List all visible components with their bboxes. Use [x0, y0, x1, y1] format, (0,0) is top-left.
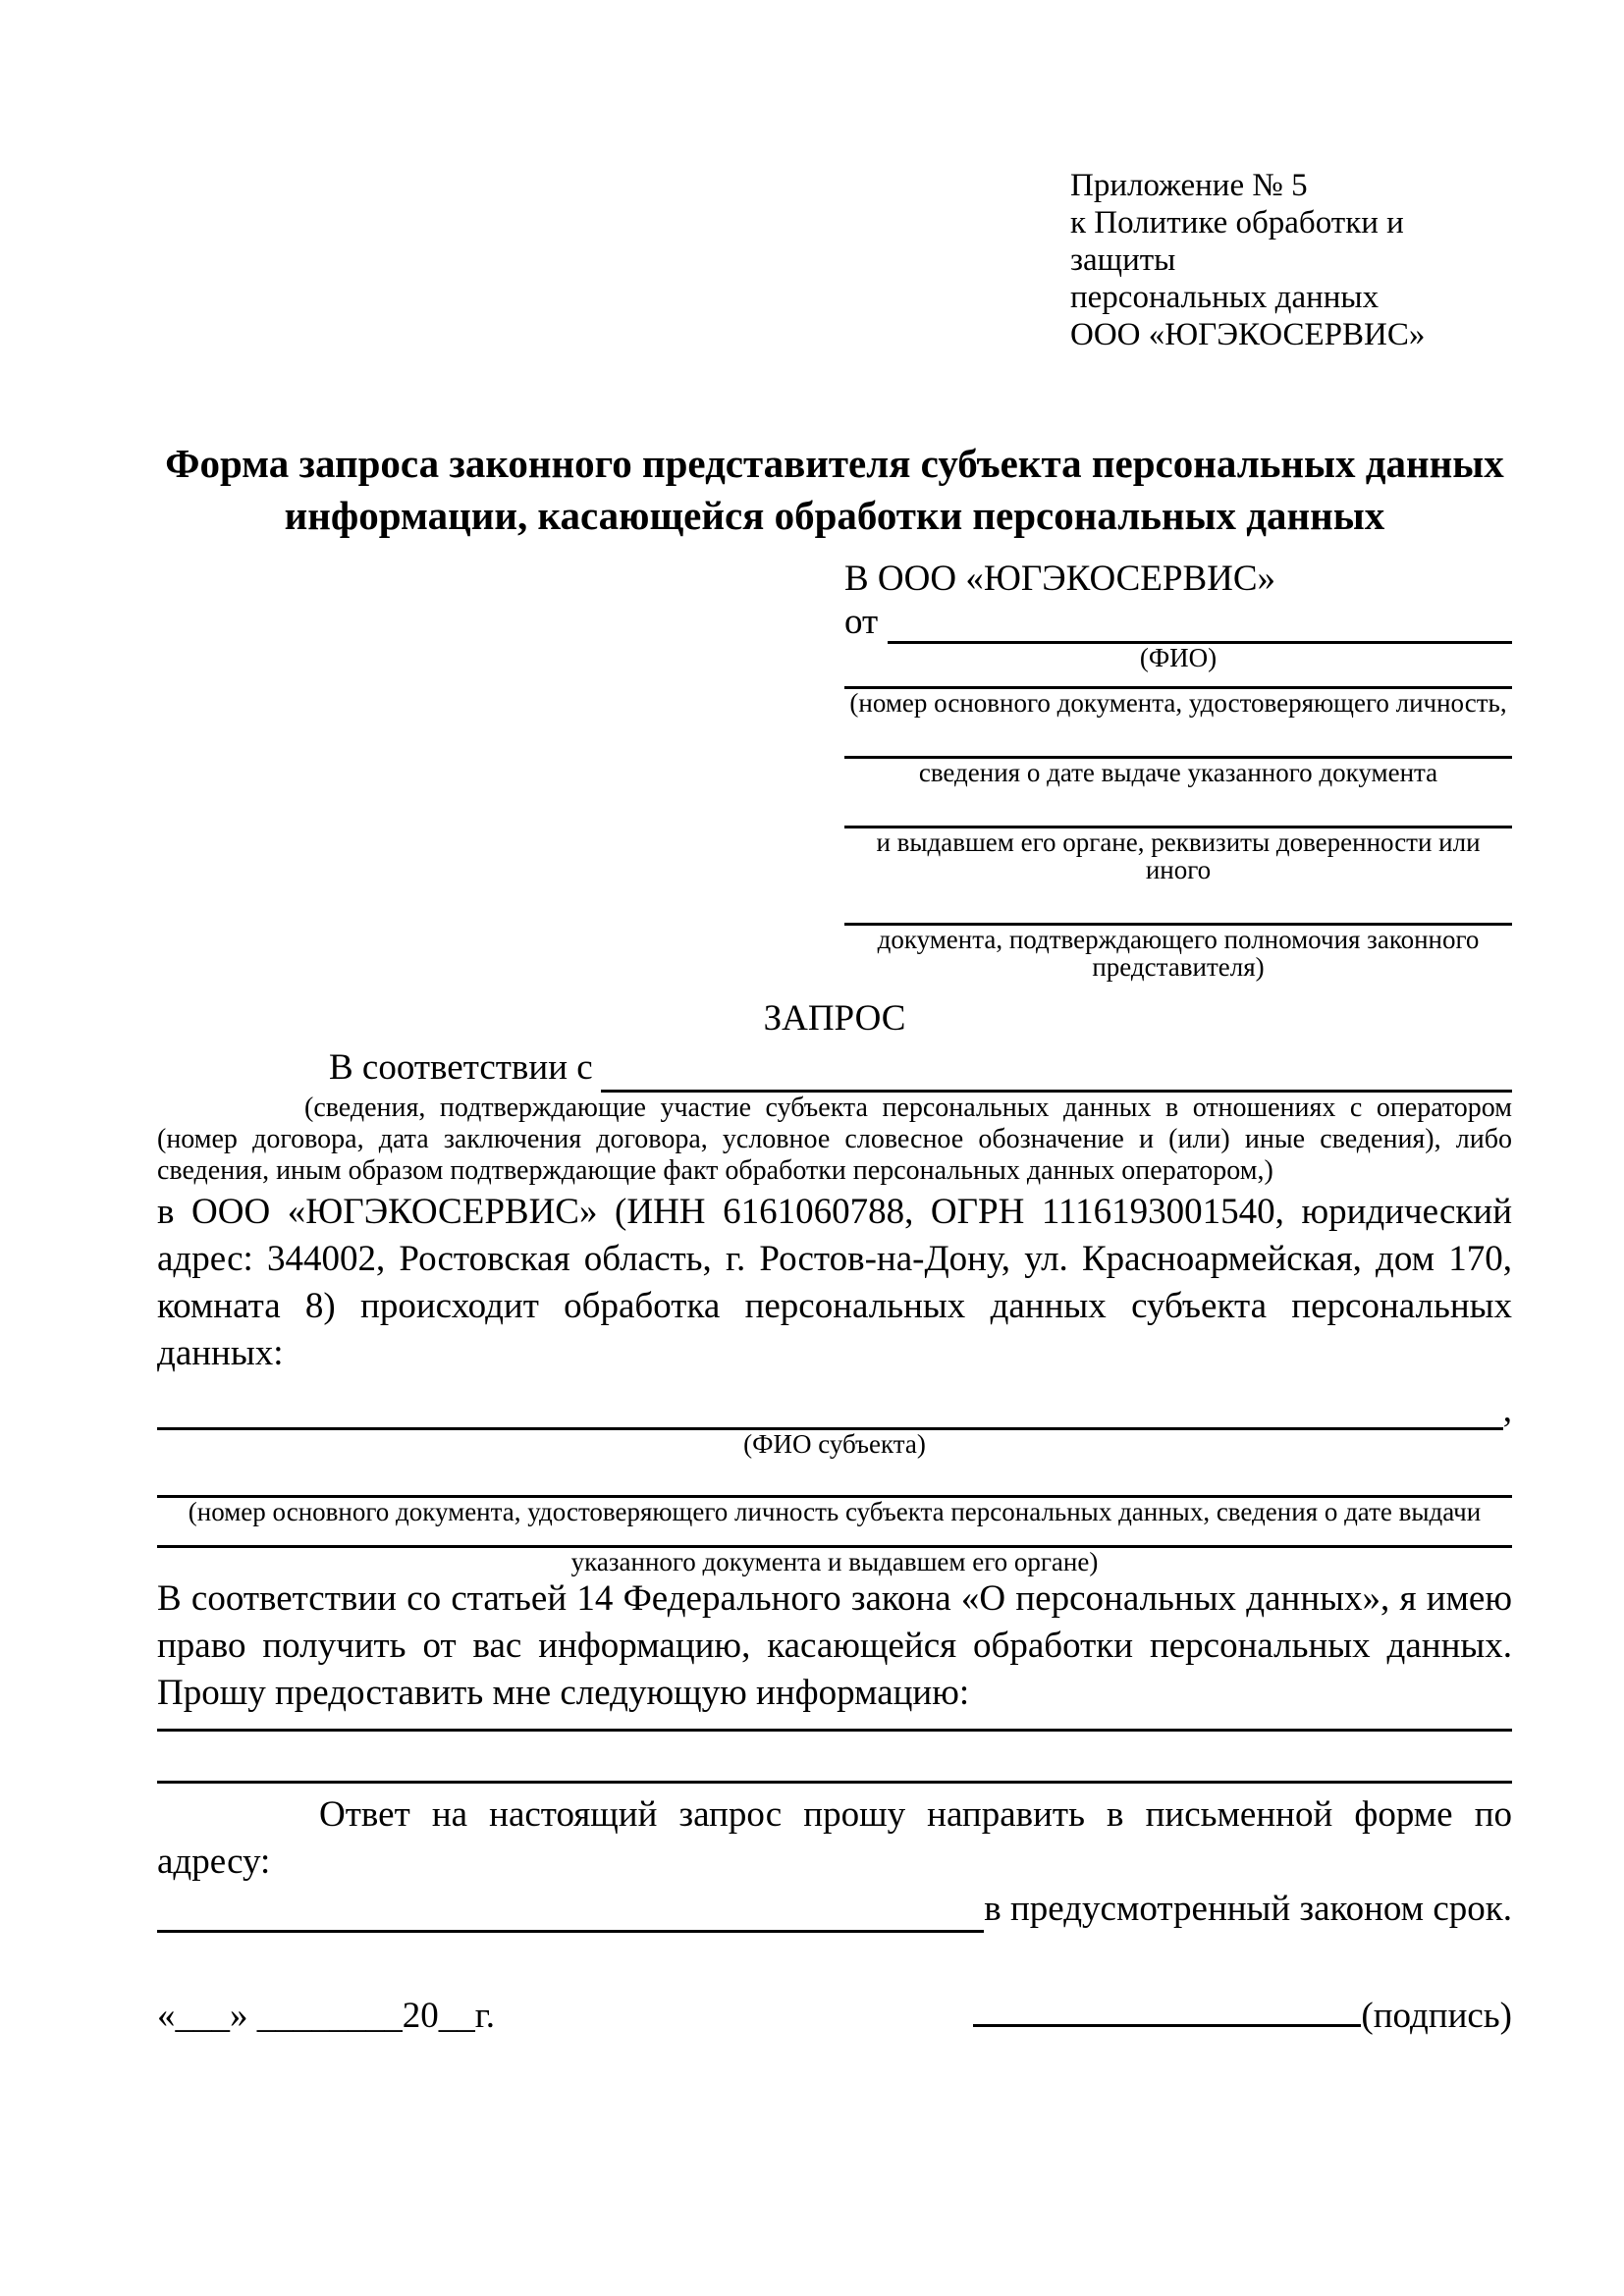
signature-caption: (подпись) — [1361, 1996, 1512, 2036]
request-heading: ЗАПРОС — [763, 998, 906, 1039]
annex-line: Приложение № 5 — [1070, 168, 1308, 203]
subject-fio-caption: (ФИО субъекта) — [743, 1429, 926, 1459]
subject-doc-line-2 — [157, 1525, 1512, 1548]
subject-fio-row — [157, 1391, 1512, 1430]
subject-line-comma: , — [1502, 1390, 1512, 1430]
addressee-to: В ООО «ЮГЭКОСЕРВИС» — [844, 559, 1276, 599]
representative-doc-line-4 — [844, 883, 1512, 926]
form-title-line-1: Форма запроса законного представителя субъекта персональных данных — [165, 441, 1504, 486]
basis-row — [157, 1043, 1512, 1093]
signature-block — [973, 1994, 1512, 2039]
law-paragraph: В соответствии со статьей 14 Федерального закона «О персональных данных», я имею право получить от вас информацию, касающейся обработки персональных данных. Прошу предоставить мне следующую информацию: — [157, 1578, 1512, 1713]
basis-label: В соответствии с — [329, 1047, 593, 1088]
fio-caption: (ФИО) — [1139, 643, 1218, 672]
representative-doc-line-2 — [844, 717, 1512, 759]
representative-doc-caption-3: и выдавшем его органе, реквизиты доверенности или иного — [876, 828, 1481, 884]
annex-line: ООО «ЮГЭКОСЕРВИС» — [1070, 317, 1426, 352]
address-blank-line — [157, 1930, 984, 1933]
representative-doc-caption-2: сведения о дате выдаче указанного документа — [918, 758, 1438, 787]
from-row — [844, 601, 1512, 644]
answer-sentence: Ответ на настоящий запрос прошу направить в письменной форме по адресу: — [157, 1794, 1512, 1882]
date-line: «___» ________20__г. — [157, 1996, 496, 2036]
addressee-block — [844, 558, 1512, 981]
signature-line — [973, 2024, 1361, 2027]
from-label: от — [844, 602, 879, 642]
subject-doc-caption-1: (номер основного документа, удостоверяющего личность субъекта персональных данных, сведения о дате выдачи — [188, 1497, 1482, 1526]
info-blank-line-1 — [157, 1717, 1512, 1732]
subject-doc-caption-2: указанного документа и выдавшем его органе) — [570, 1547, 1099, 1576]
form-title-line-2: информации, касающейся обработки персональных данных — [284, 493, 1385, 538]
representative-doc-line-1 — [844, 671, 1512, 689]
annex-line: к Политике обработки и защиты — [1070, 205, 1404, 278]
representative-doc-caption-4: документа, подтверждающего полномочия законного представителя) — [877, 925, 1480, 982]
basis-note: (сведения, подтверждающие участие субъекта персональных данных в отношениях с оператором (номер договора, дата заключения договора, условное словесное обозначение и (или) иные сведения), либо сведения, иным образом подтверждающие факт обработки персональных данных оператором,) — [157, 1093, 1512, 1186]
answer-address-row — [157, 1886, 1512, 1933]
info-blank-line-2 — [157, 1732, 1512, 1784]
form-title — [157, 438, 1512, 542]
representative-doc-caption-1: (номер основного документа, удостоверяющего личность, — [849, 688, 1507, 718]
representative-doc-line-3 — [844, 786, 1512, 828]
footer-row — [157, 1994, 1512, 2039]
subject-doc-line-1 — [157, 1458, 1512, 1498]
answer-suffix: в предусмотренный законом срок. — [984, 1889, 1512, 1929]
annex-line: персональных данных — [1070, 280, 1380, 315]
annex-block — [1070, 167, 1512, 353]
operator-paragraph: в ООО «ЮГЭКОСЕРВИС» (ИНН 6161060788, ОГРН 1116193001540, юридический адрес: 344002, Ростовская область, г. Ростов-на-Дону, ул. Красноармейская, дом 170, комната 8) происходит обработка персональных данных субъекта персональных данных: — [157, 1192, 1512, 1373]
